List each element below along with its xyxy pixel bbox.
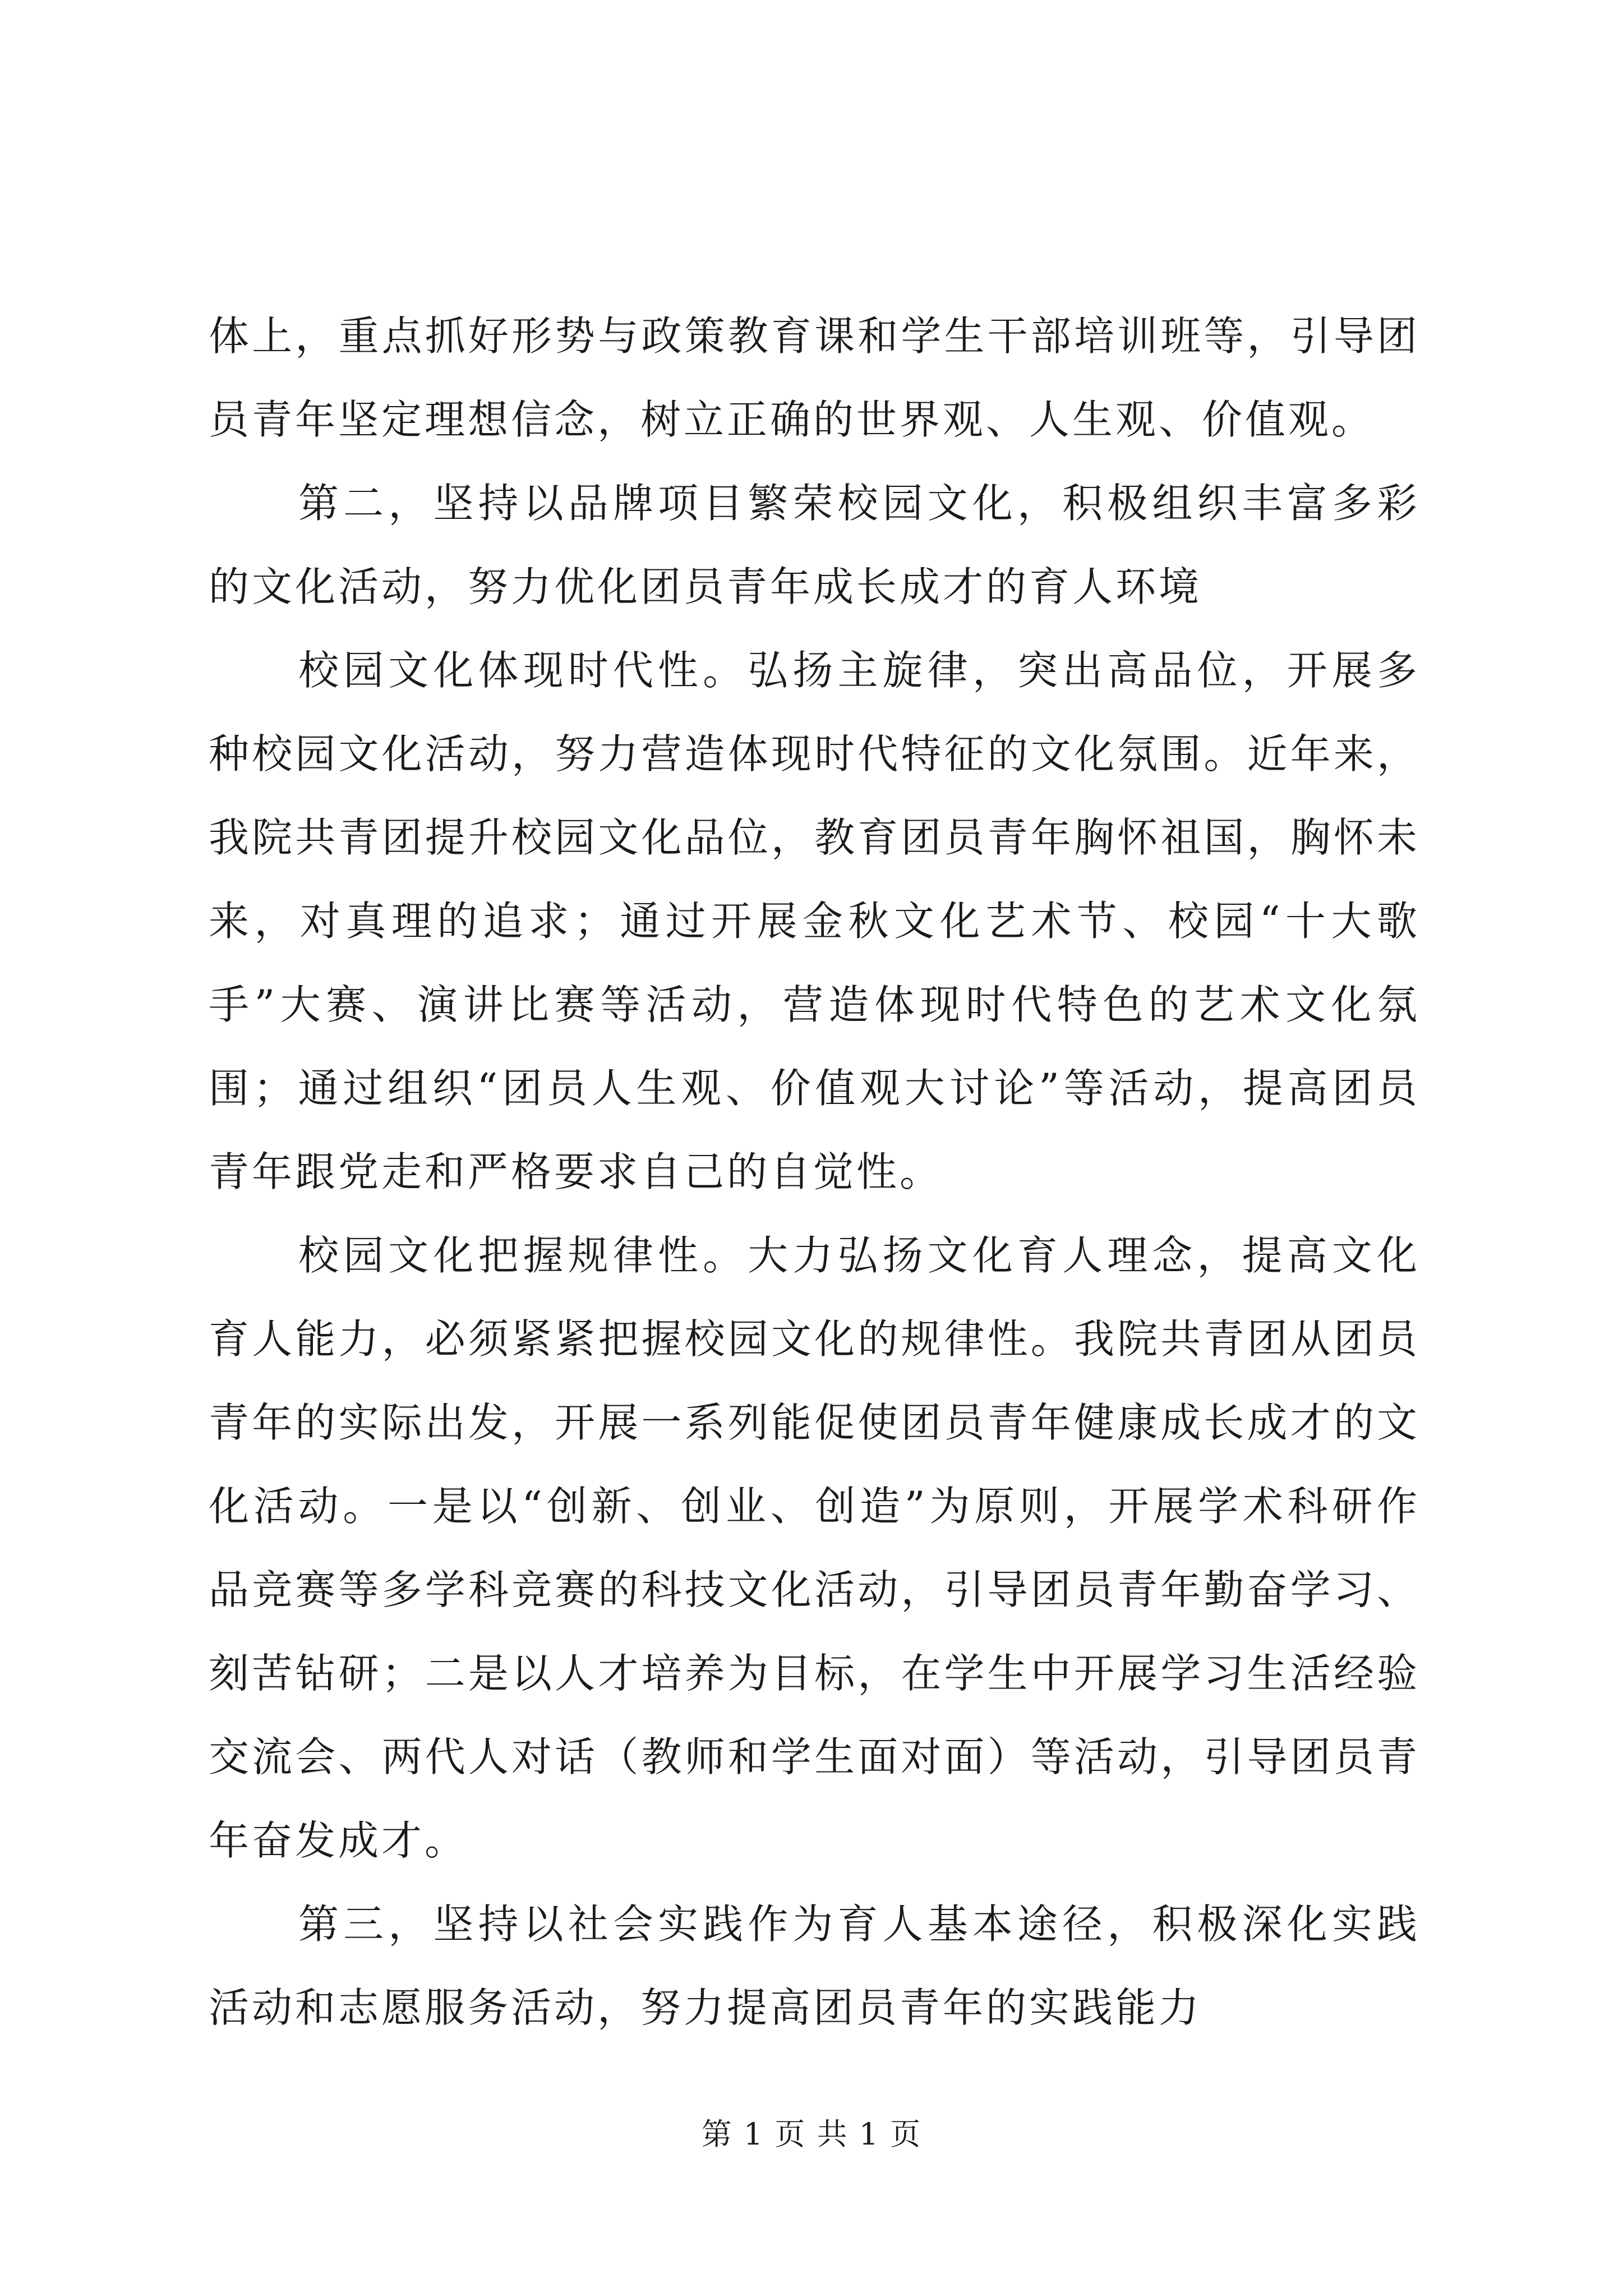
paragraph-culture-timeliness: 校园文化体现时代性。弘扬主旋律，突出高品位，开展多种校园文化活动，努力营造体现时代特征的文化氛围。近年来，我院共青团提升校园文化品位，教育团员青年胸怀祖国，胸怀未来，对真理的追求；通过开展金秋文化艺术节、校园“十大歌手”大赛、演讲比赛等活动，营造体现时代特色的艺术文化氛围；通过组织“团员人生观、价值观大讨论”等活动，提高团员青年跟党走和严格要求自己的自觉性。: [209, 647, 1420, 1195]
document-body: [209, 295, 1420, 2050]
paragraph-section-three-heading: 第三，坚持以社会实践作为育人基本途径，积极深化实践活动和志愿服务活动，努力提高团员青年的实践能力: [209, 1901, 1420, 2031]
page-number-footer: 第 1 页 共 1 页: [701, 2116, 922, 2152]
paragraph-section-two-heading: 第二，坚持以品牌项目繁荣校园文化，积极组织丰富多彩的文化活动，努力优化团员青年成长成才的育人环境: [209, 480, 1420, 610]
paragraph-culture-regularity: 校园文化把握规律性。大力弘扬文化育人理念，提高文化育人能力，必须紧紧把握校园文化的规律性。我院共青团从团员青年的实际出发，开展一系列能促使团员青年健康成长成才的文化活动。一是以“创新、创业、创造”为原则，开展学术科研作品竞赛等多学科竞赛的科技文化活动，引导团员青年勤奋学习、刻苦钻研；二是以人才培养为目标，在学生中开展学习生活经验交流会、两代人对话（教师和学生面对面）等活动，引导团员青年奋发成才。: [209, 1232, 1420, 1864]
paragraph-continuation: 体上，重点抓好形势与政策教育课和学生干部培训班等，引导团员青年坚定理想信念，树立正确的世界观、人生观、价值观。: [209, 312, 1420, 443]
